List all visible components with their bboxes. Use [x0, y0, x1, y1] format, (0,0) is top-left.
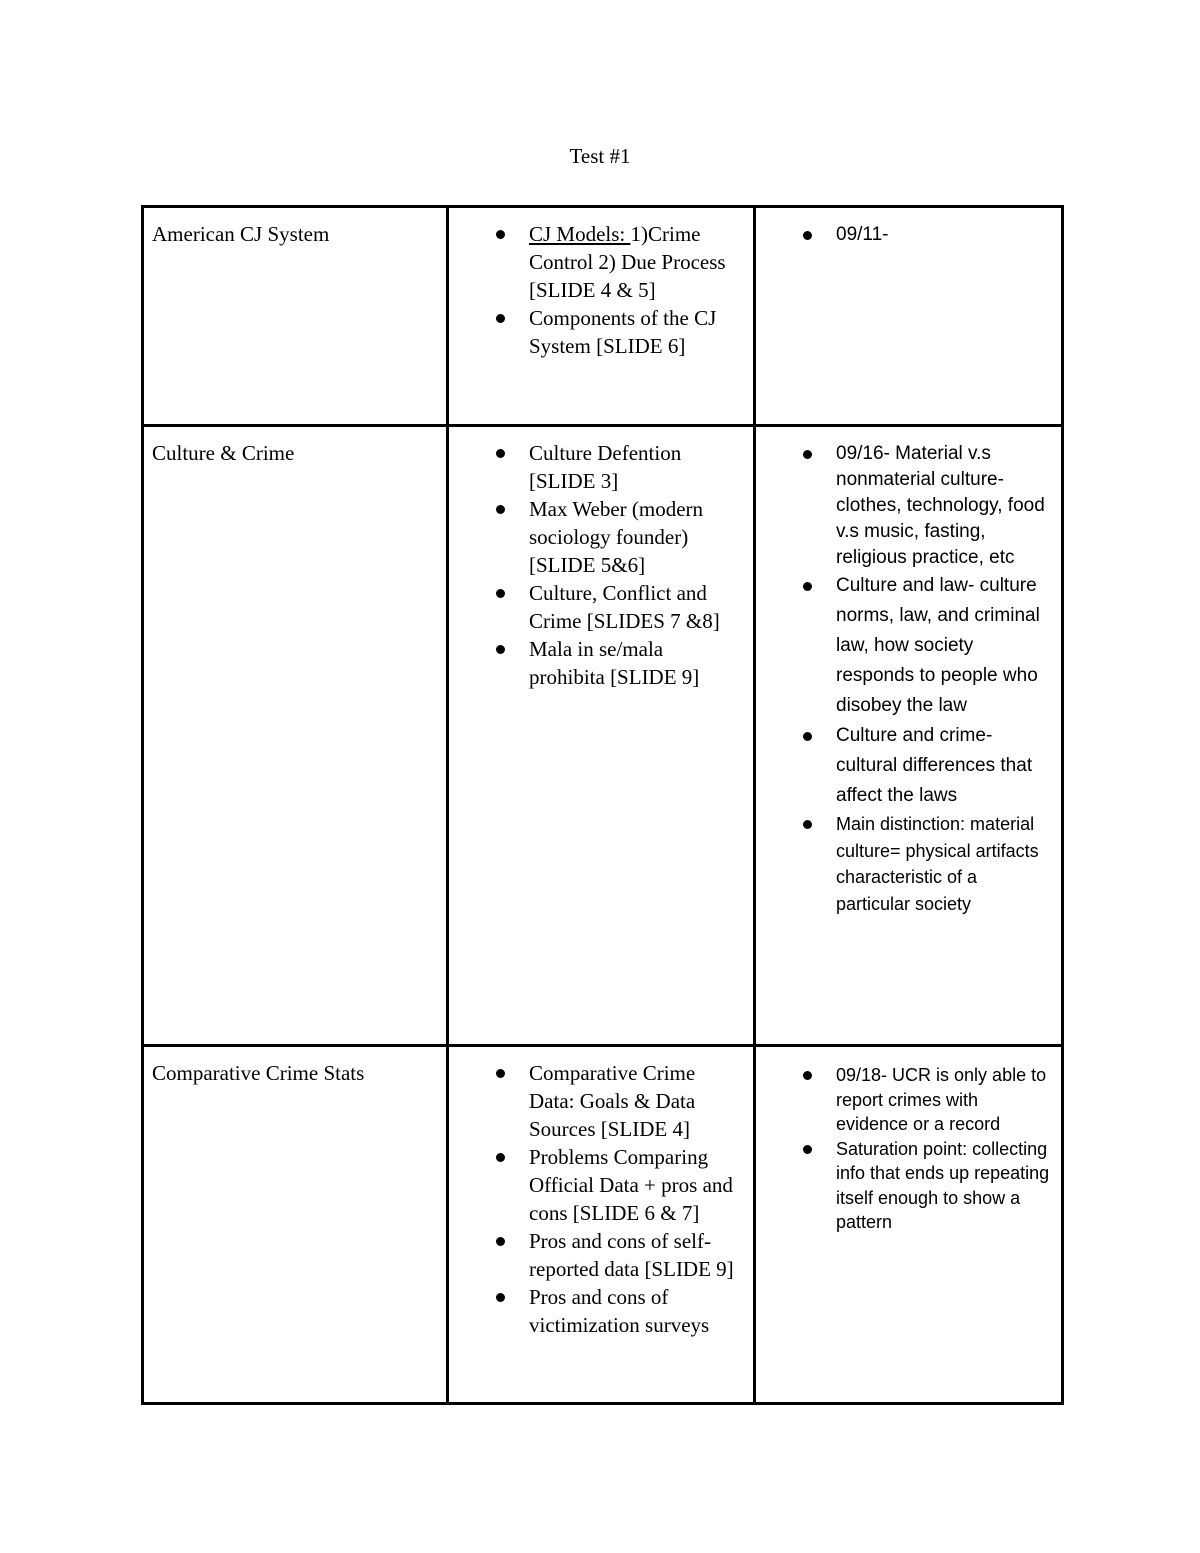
topic-label: American CJ System: [152, 222, 330, 246]
list-item: Saturation point: collecting info that ends up repeating itself enough to show a pattern: [836, 1137, 1051, 1235]
list-item: Problems Comparing Official Data + pros and cons [SLIDE 6 & 7]: [529, 1143, 743, 1227]
slides-cell: [448, 426, 755, 1046]
table-row: [143, 426, 1063, 1046]
slides-cell: [448, 1046, 755, 1404]
study-guide-table: [141, 205, 1064, 1405]
list-item: Comparative Crime Data: Goals & Data Sources [SLIDE 4]: [529, 1059, 743, 1143]
notes-list: [756, 427, 1061, 917]
topic-cell: [143, 207, 448, 426]
list-item: Main distinction: material culture= physical artifacts characteristic of a particular society: [836, 811, 1051, 917]
list-item: Pros and cons of self-reported data [SLIDE 9]: [529, 1227, 743, 1283]
table-row: [143, 1046, 1063, 1404]
notes-cell: [755, 207, 1063, 426]
list-item: Culture Defention [SLIDE 3]: [529, 439, 743, 495]
list-item: [529, 220, 743, 304]
list-item: Culture and law- culture norms, law, and criminal law, how society responds to people who disobey the law: [836, 571, 1051, 721]
table-row: [143, 207, 1063, 426]
page-title: Test #1: [569, 144, 631, 168]
list-item: Culture and crime- cultural differences that affect the laws: [836, 721, 1051, 811]
slides-cell: [448, 207, 755, 426]
slides-list: [449, 1047, 753, 1339]
list-item: 09/11-: [836, 222, 1051, 248]
notes-list: [756, 1047, 1061, 1235]
list-item: Max Weber (modern sociology founder) [SLIDE 5&6]: [529, 495, 743, 579]
list-item: 09/18- UCR is only able to report crimes with evidence or a record: [836, 1063, 1051, 1137]
notes-cell: [755, 1046, 1063, 1404]
topic-label: Comparative Crime Stats: [152, 1061, 365, 1085]
list-item: 09/16- Material v.s nonmaterial culture- clothes, technology, food v.s music, fasting, religious practice, etc: [836, 441, 1051, 571]
topic-label: Culture & Crime: [152, 441, 295, 465]
list-item: Mala in se/mala prohibita [SLIDE 9]: [529, 635, 743, 691]
list-item: Culture, Conflict and Crime [SLIDES 7 &8]: [529, 579, 743, 635]
slides-list: [449, 427, 753, 691]
list-item: [529, 304, 743, 360]
list-item-text: 1)Crime Control 2) Due Process [SLIDE 4 & 5]: [529, 222, 726, 302]
slides-list: [449, 208, 753, 360]
notes-list: [756, 208, 1061, 248]
list-item: Pros and cons of victimization surveys: [529, 1283, 743, 1339]
topic-cell: [143, 1046, 448, 1404]
cj-models-label: CJ Models:: [529, 222, 631, 246]
notes-cell: [755, 426, 1063, 1046]
topic-cell: [143, 426, 448, 1046]
list-item-text: Components of the CJ System [SLIDE 6]: [529, 306, 717, 358]
